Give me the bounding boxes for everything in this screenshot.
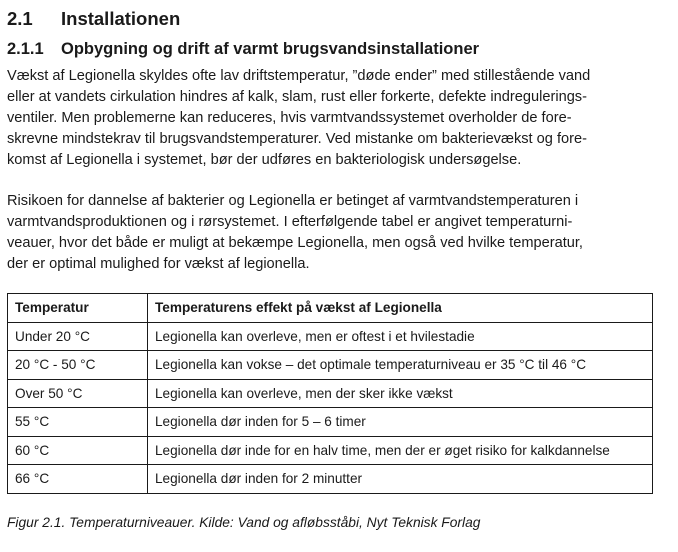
- effect-cell: Legionella kan overleve, men der sker ikke vækst: [148, 379, 653, 408]
- temperature-cell: 55 °C: [8, 408, 148, 437]
- paragraph-line: eller at vandets cirkulation hindres af kalk, slam, rust eller forkerte, defekte indregulerings-: [7, 89, 587, 105]
- temperature-table: [7, 293, 653, 494]
- paragraph-line: ventiler. Men problemerne kan reduceres, hvis varmtvandssystemet overholder de fore-: [7, 110, 572, 126]
- table-row: [8, 351, 653, 380]
- table-row: [8, 322, 653, 351]
- table-row: [8, 465, 653, 494]
- table-header-row: [8, 294, 653, 323]
- paragraph-line: Vækst af Legionella skyldes ofte lav driftstemperatur, ”døde ender” med stillestående vand: [7, 68, 591, 84]
- paragraph-line: veauer, hvor det både er muligt at bekæmpe Legionella, men også ved hvilke temperatur,: [7, 235, 583, 251]
- temperature-cell: Over 50 °C: [8, 379, 148, 408]
- paragraph-line: Risikoen for dannelse af bakterier og Legionella er betinget af varmtvandstemperaturen i: [7, 193, 579, 209]
- temperature-cell: 20 °C - 50 °C: [8, 351, 148, 380]
- paragraph-1: [7, 66, 667, 171]
- effect-cell: Legionella dør inden for 2 minutter: [148, 465, 653, 494]
- section-number: 2.1: [7, 8, 33, 29]
- paragraph-2: [7, 191, 667, 275]
- table-row: [8, 436, 653, 465]
- table-row: [8, 408, 653, 437]
- figure-caption: Figur 2.1. Temperaturniveauer. Kilde: Vand og afløbsståbi, Nyt Teknisk Forlag: [7, 515, 481, 530]
- effect-cell: Legionella dør inden for 5 – 6 timer: [148, 408, 653, 437]
- effect-cell: Legionella kan vokse – det optimale temperaturniveau er 35 °C til 46 °C: [148, 351, 653, 380]
- subsection-heading: [7, 40, 479, 59]
- paragraph-line: varmtvandsproduktionen og i rørsystemet. I efterfølgende tabel er angivet temperaturni-: [7, 214, 573, 230]
- section-title: Installationen: [61, 8, 181, 29]
- section-heading: [7, 8, 180, 30]
- paragraph-line: skrevne mindstekrav til brugsvandstemperaturer. Ved mistanke om bakterievækst og fore-: [7, 131, 587, 147]
- header-effect: Temperaturens effekt på vækst af Legionella: [148, 294, 653, 323]
- subsection-title: Opbygning og drift af varmt brugsvandsinstallationer: [61, 40, 480, 58]
- temperature-cell: 60 °C: [8, 436, 148, 465]
- header-temperature: Temperatur: [8, 294, 148, 323]
- table-row: [8, 379, 653, 408]
- subsection-number: 2.1.1: [7, 40, 44, 58]
- effect-cell: Legionella kan overleve, men er oftest i et hvilestadie: [148, 322, 653, 351]
- paragraph-line: komst af Legionella i systemet, bør der udføres en bakteriologisk undersøgelse.: [7, 152, 522, 168]
- effect-cell: Legionella dør inde for en halv time, men der er øget risiko for kalkdannelse: [148, 436, 653, 465]
- paragraph-line: der er optimal mulighed for vækst af legionella.: [7, 256, 310, 272]
- temperature-cell: 66 °C: [8, 465, 148, 494]
- temperature-cell: Under 20 °C: [8, 322, 148, 351]
